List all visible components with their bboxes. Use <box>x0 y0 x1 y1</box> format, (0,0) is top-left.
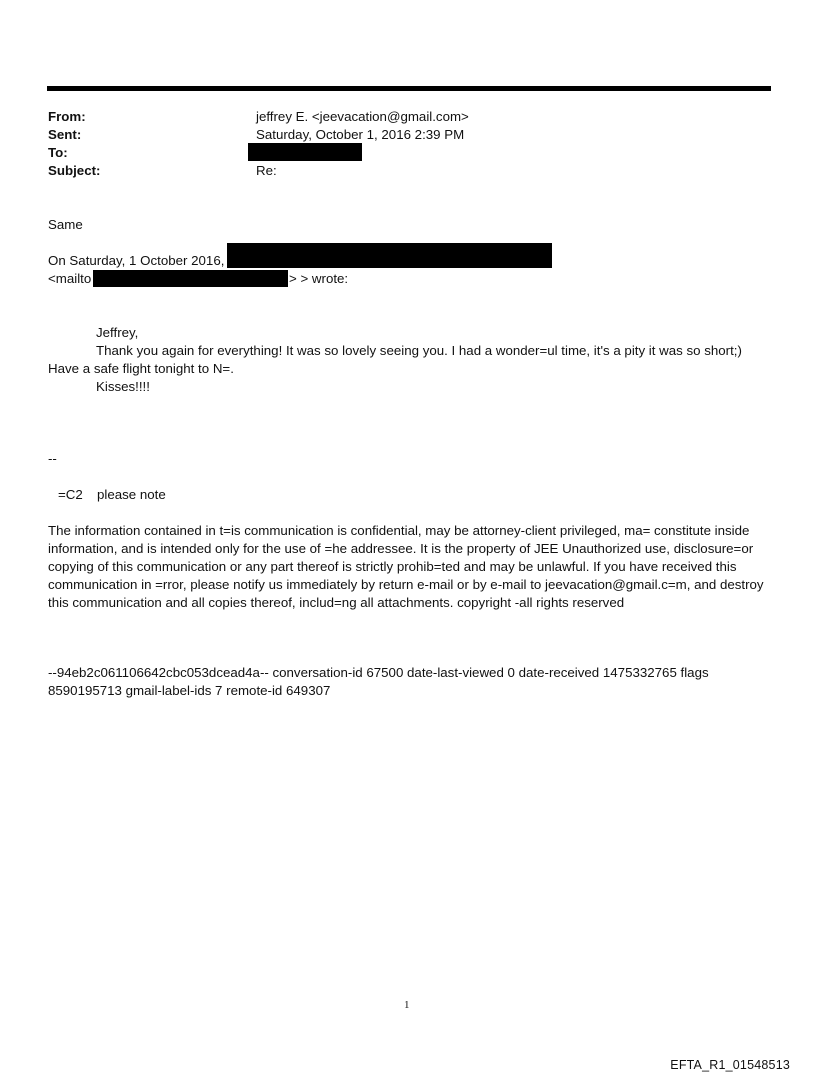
sender-redaction <box>227 243 552 268</box>
header-rule <box>47 86 771 91</box>
message-metadata: --94eb2c061106642cbc053dcead4a-- conversation-id 67500 date-last-viewed 0 date-received 1475332765 flags 8590195713 gmail-label-ids 7 remote-id 649307 <box>48 665 709 698</box>
from-label: From: <box>48 109 86 124</box>
subject-value: Re: <box>256 163 277 178</box>
signature-separator: -- <box>48 451 57 466</box>
quoted-message-line-2: Have a safe flight tonight to N=. <box>48 361 234 376</box>
page-number: 1 <box>404 999 410 1011</box>
quote-intro-wrote: > > wrote: <box>289 271 349 286</box>
mailto-redaction <box>93 270 288 287</box>
subject-label: Subject: <box>48 163 101 178</box>
sent-label: Sent: <box>48 127 82 142</box>
note-text: please note <box>97 487 166 502</box>
reply-text: Same <box>48 217 83 232</box>
quoted-message-line-1: Thank you again for everything! It was so lovely seeing you. I had a wonder=ul time, it's a pity it was so short;) <box>96 343 742 358</box>
quote-intro-line-1: On Saturday, 1 October 2016, <box>48 253 225 268</box>
quoted-signoff: Kisses!!!! <box>96 379 150 394</box>
document-id: EFTA_R1_01548513 <box>670 1058 790 1072</box>
to-redaction <box>248 143 362 161</box>
quoted-greeting: Jeffrey, <box>96 325 139 340</box>
sent-value: Saturday, October 1, 2016 2:39 PM <box>256 127 465 142</box>
from-value: jeffrey E. <jeevacation@gmail.com> <box>256 109 469 124</box>
to-label: To: <box>48 145 68 160</box>
confidentiality-disclaimer: The information contained in t=is communication is confidential, may be attorney-client privileged, ma= constitute inside information, and is intended only for the use of =he addressee. It is the property of JEE Unauthorized use, disclosure=or copying of this communication or any part thereof is strictly prohib=ted and may be unlawful. If you have received this communication in =rror, please notify us immediately by return e-mail or by e-mail to jeevacation@gmail.c=m, and destroy this communication and all copies thereof, includ=ng all attachments. copyright -all rights reserved <box>48 523 764 610</box>
note-prefix: =C2 <box>58 487 83 502</box>
quote-intro-mailto: <mailto <box>48 271 92 286</box>
